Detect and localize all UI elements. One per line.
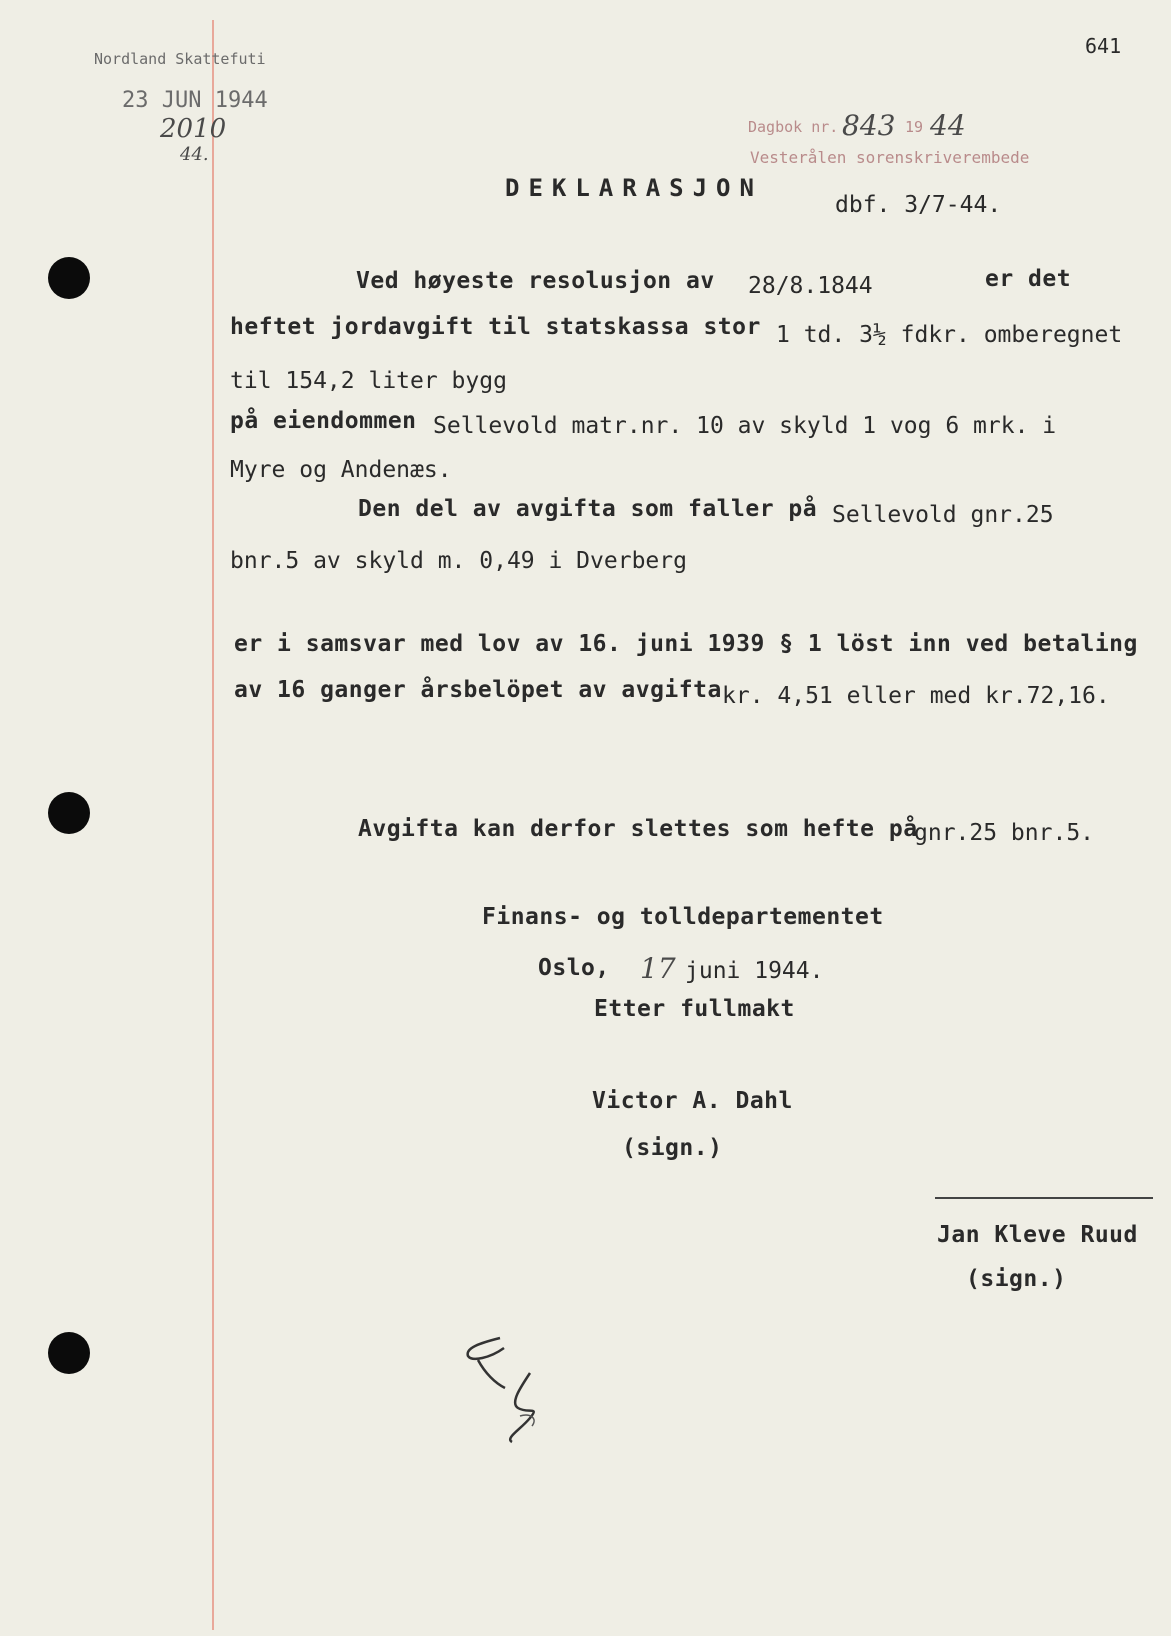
dagbok-year-label: 19 xyxy=(905,118,924,136)
department: Finans- og tolldepartementet xyxy=(482,904,884,930)
dagbok-label: Dagbok nr. xyxy=(748,118,839,136)
p6-value: Sellevold gnr.25 xyxy=(832,502,1054,528)
p4-lead: på eiendommen xyxy=(230,408,417,434)
signature-rule xyxy=(935,1197,1153,1199)
p1-date: 28/8.1844 xyxy=(748,273,873,299)
dagbok-year: 44 xyxy=(930,109,966,142)
p4-value: Sellevold matr.nr. 10 av skyld 1 vog 6 mrk. i xyxy=(433,413,1057,439)
punch-hole xyxy=(48,257,90,299)
signatory-2-sign: (sign.) xyxy=(966,1266,1067,1292)
punch-hole xyxy=(48,792,90,834)
signatory-2: Jan Kleve Ruud xyxy=(937,1222,1138,1248)
stamp-office: Nordland Skattefuti xyxy=(94,50,266,68)
p3-text: til 154,2 liter bygg xyxy=(230,368,507,394)
document-title: DEKLARASJON xyxy=(505,174,763,202)
p10-lead: Avgifta kan derfor slettes som hefte på xyxy=(358,816,918,842)
p1-lead: Ved høyeste resolusjon av xyxy=(356,268,715,294)
office-stamp: Vesterålen sorenskriverembede xyxy=(750,148,1030,167)
page-number: 641 xyxy=(1085,34,1122,58)
margin-line xyxy=(212,20,214,1630)
dagbok-number: 843 xyxy=(842,109,896,142)
p7-text: bnr.5 av skyld m. 0,49 i Dverberg xyxy=(230,548,687,574)
signatory-1-sign: (sign.) xyxy=(622,1135,723,1161)
p2-value: 1 td. 3½ fdkr. omberegnet xyxy=(776,322,1123,348)
hand-year: 44. xyxy=(180,144,209,165)
p9-value: kr. 4,51 eller med kr.72,16. xyxy=(722,683,1110,709)
p1-tail: er det xyxy=(985,266,1072,292)
sign-day: 17 xyxy=(640,952,676,985)
dbf-note: dbf. 3/7-44. xyxy=(835,192,1002,218)
signatory-1: Victor A. Dahl xyxy=(592,1088,793,1114)
p8-text: er i samsvar med lov av 16. juni 1939 § 1 löst inn ved betaling xyxy=(234,631,1138,657)
stamp-date: 23 JUN 1944 xyxy=(122,88,268,113)
punch-hole xyxy=(48,1332,90,1374)
p9-lead: av 16 ganger årsbelöpet av avgifta xyxy=(234,677,722,703)
p10-value: gnr.25 bnr.5. xyxy=(914,820,1095,846)
p6-lead: Den del av avgifta som faller på xyxy=(358,496,818,522)
sign-date: juni 1944. xyxy=(685,958,824,984)
p5-text: Myre og Andenæs. xyxy=(230,457,452,483)
handwritten-initials xyxy=(460,1318,570,1448)
authority: Etter fullmakt xyxy=(594,996,795,1022)
sign-place: Oslo, xyxy=(538,955,610,981)
hand-number: 2010 xyxy=(160,114,227,144)
p2-lead: heftet jordavgift til statskassa stor xyxy=(230,314,761,340)
